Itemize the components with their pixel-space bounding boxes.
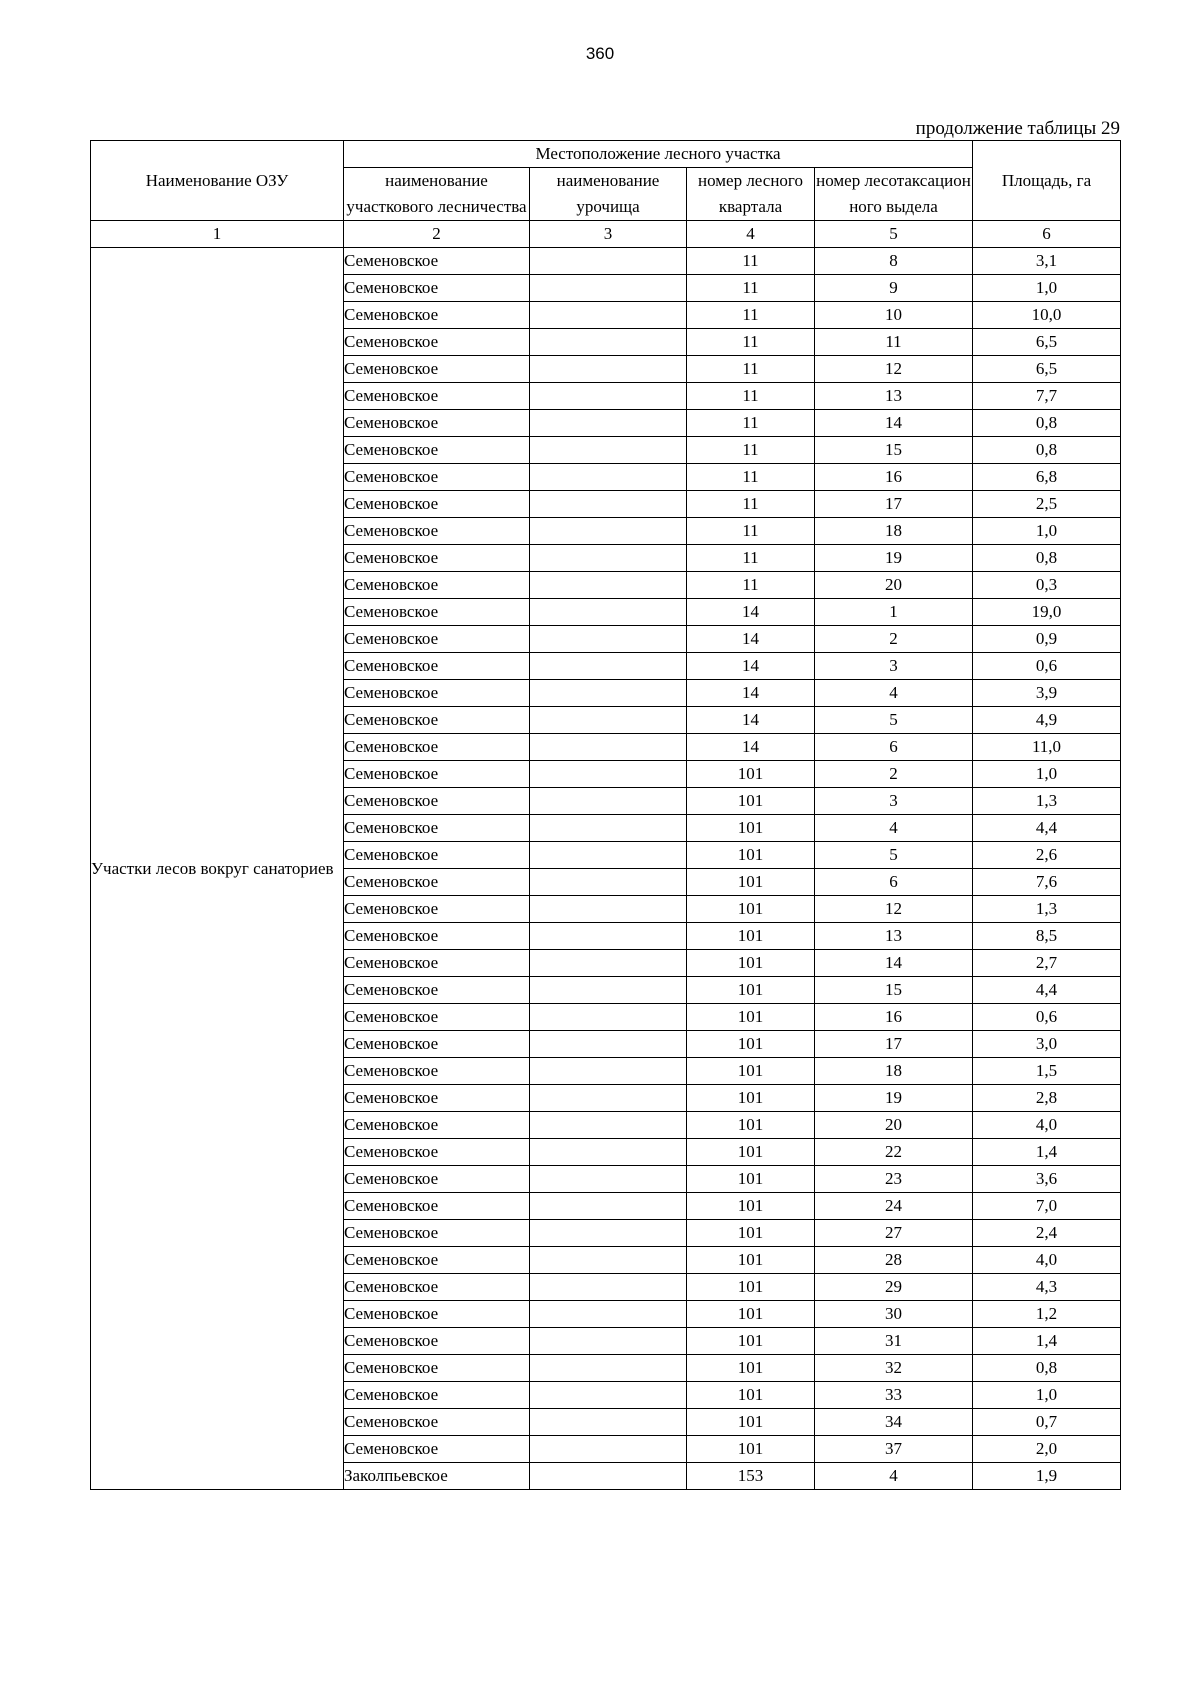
- quarter-cell: 153: [687, 1463, 815, 1490]
- area-cell: 2,8: [973, 1085, 1121, 1112]
- area-cell: 0,6: [973, 653, 1121, 680]
- area-cell: 2,6: [973, 842, 1121, 869]
- area-cell: 0,8: [973, 545, 1121, 572]
- quarter-cell: 11: [687, 248, 815, 275]
- quarter-cell: 11: [687, 545, 815, 572]
- plot-cell: 4: [815, 815, 973, 842]
- quarter-cell: 11: [687, 302, 815, 329]
- plot-cell: 27: [815, 1220, 973, 1247]
- tract-cell: [530, 923, 687, 950]
- area-cell: 3,6: [973, 1166, 1121, 1193]
- forestry-cell: Семеновское: [344, 869, 530, 896]
- tract-cell: [530, 1301, 687, 1328]
- tract-cell: [530, 1355, 687, 1382]
- forestry-cell: Семеновское: [344, 1085, 530, 1112]
- plot-cell: 9: [815, 275, 973, 302]
- plot-cell: 19: [815, 1085, 973, 1112]
- area-cell: 1,0: [973, 761, 1121, 788]
- forestry-cell: Семеновское: [344, 842, 530, 869]
- tract-cell: [530, 869, 687, 896]
- quarter-cell: 101: [687, 1409, 815, 1436]
- tract-cell: [530, 329, 687, 356]
- quarter-cell: 14: [687, 653, 815, 680]
- page-number: 360: [585, 44, 615, 63]
- tract-cell: [530, 680, 687, 707]
- forestry-cell: Семеновское: [344, 545, 530, 572]
- quarter-cell: 101: [687, 869, 815, 896]
- tract-cell: [530, 1004, 687, 1031]
- plot-cell: 2: [815, 626, 973, 653]
- area-cell: 0,8: [973, 1355, 1121, 1382]
- column-number: 1: [91, 221, 344, 248]
- column-number-row: [91, 221, 1121, 248]
- plot-cell: 24: [815, 1193, 973, 1220]
- area-cell: 6,5: [973, 356, 1121, 383]
- plot-cell: 11: [815, 329, 973, 356]
- forestry-cell: Семеновское: [344, 977, 530, 1004]
- quarter-cell: 11: [687, 356, 815, 383]
- quarter-cell: 11: [687, 275, 815, 302]
- plot-cell: 4: [815, 680, 973, 707]
- area-cell: 4,0: [973, 1247, 1121, 1274]
- forestry-cell: Семеновское: [344, 1382, 530, 1409]
- quarter-cell: 11: [687, 437, 815, 464]
- forestry-cell: Заколпьевское: [344, 1463, 530, 1490]
- quarter-cell: 101: [687, 1274, 815, 1301]
- area-cell: 1,2: [973, 1301, 1121, 1328]
- forestry-cell: Семеновское: [344, 1247, 530, 1274]
- forestry-cell: Семеновское: [344, 1220, 530, 1247]
- plot-cell: 6: [815, 734, 973, 761]
- quarter-cell: 11: [687, 491, 815, 518]
- plot-cell: 15: [815, 977, 973, 1004]
- column-number: 3: [530, 221, 687, 248]
- tract-cell: [530, 842, 687, 869]
- tract-cell: [530, 1247, 687, 1274]
- tract-cell: [530, 1409, 687, 1436]
- area-cell: 1,0: [973, 275, 1121, 302]
- header-quarter: номер лесного квартала: [687, 168, 815, 221]
- table-body: [91, 248, 1121, 1490]
- tract-cell: [530, 653, 687, 680]
- area-cell: 3,9: [973, 680, 1121, 707]
- plot-cell: 22: [815, 1139, 973, 1166]
- forestry-cell: Семеновское: [344, 275, 530, 302]
- forestry-cell: Семеновское: [344, 626, 530, 653]
- tract-cell: [530, 1382, 687, 1409]
- area-cell: 3,0: [973, 1031, 1121, 1058]
- forestry-cell: Семеновское: [344, 1355, 530, 1382]
- forestry-cell: Семеновское: [344, 1166, 530, 1193]
- quarter-cell: 101: [687, 1193, 815, 1220]
- forest-plots-table: [90, 140, 1121, 1490]
- plot-cell: 18: [815, 518, 973, 545]
- area-cell: 0,9: [973, 626, 1121, 653]
- tract-cell: [530, 707, 687, 734]
- forestry-cell: Семеновское: [344, 1193, 530, 1220]
- quarter-cell: 14: [687, 599, 815, 626]
- tract-cell: [530, 1085, 687, 1112]
- plot-cell: 3: [815, 653, 973, 680]
- plot-cell: 23: [815, 1166, 973, 1193]
- tract-cell: [530, 1031, 687, 1058]
- quarter-cell: 101: [687, 1382, 815, 1409]
- quarter-cell: 14: [687, 680, 815, 707]
- tract-cell: [530, 410, 687, 437]
- area-cell: 4,9: [973, 707, 1121, 734]
- header-ozu-name: Наименование ОЗУ: [91, 141, 344, 221]
- quarter-cell: 101: [687, 1247, 815, 1274]
- quarter-cell: 101: [687, 1112, 815, 1139]
- plot-cell: 32: [815, 1355, 973, 1382]
- tract-cell: [530, 383, 687, 410]
- forestry-cell: Семеновское: [344, 410, 530, 437]
- area-cell: 1,0: [973, 1382, 1121, 1409]
- plot-cell: 5: [815, 707, 973, 734]
- column-number: 2: [344, 221, 530, 248]
- area-cell: 4,3: [973, 1274, 1121, 1301]
- plot-cell: 1: [815, 599, 973, 626]
- forestry-cell: Семеновское: [344, 599, 530, 626]
- quarter-cell: 101: [687, 1166, 815, 1193]
- area-cell: 6,5: [973, 329, 1121, 356]
- forestry-cell: Семеновское: [344, 896, 530, 923]
- area-cell: 0,8: [973, 437, 1121, 464]
- area-cell: 0,3: [973, 572, 1121, 599]
- header-area: Площадь, га: [973, 141, 1121, 221]
- plot-cell: 34: [815, 1409, 973, 1436]
- quarter-cell: 14: [687, 734, 815, 761]
- area-cell: 2,5: [973, 491, 1121, 518]
- tract-cell: [530, 1058, 687, 1085]
- plot-cell: 14: [815, 410, 973, 437]
- quarter-cell: 101: [687, 1220, 815, 1247]
- forestry-cell: Семеновское: [344, 1031, 530, 1058]
- area-cell: 4,4: [973, 977, 1121, 1004]
- tract-cell: [530, 896, 687, 923]
- plot-cell: 20: [815, 1112, 973, 1139]
- area-cell: 7,6: [973, 869, 1121, 896]
- tract-cell: [530, 1328, 687, 1355]
- table-row: [91, 248, 1121, 275]
- plot-cell: 20: [815, 572, 973, 599]
- tract-cell: [530, 275, 687, 302]
- plot-cell: 14: [815, 950, 973, 977]
- forestry-cell: Семеновское: [344, 1058, 530, 1085]
- tract-cell: [530, 302, 687, 329]
- tract-cell: [530, 1220, 687, 1247]
- tract-cell: [530, 788, 687, 815]
- plot-cell: 12: [815, 356, 973, 383]
- plot-cell: 37: [815, 1436, 973, 1463]
- tract-cell: [530, 761, 687, 788]
- tract-cell: [530, 626, 687, 653]
- area-cell: 4,4: [973, 815, 1121, 842]
- quarter-cell: 11: [687, 464, 815, 491]
- table-continuation-label: продолжение таблицы 29: [915, 118, 1120, 139]
- area-cell: 1,9: [973, 1463, 1121, 1490]
- forestry-cell: Семеновское: [344, 518, 530, 545]
- tract-cell: [530, 599, 687, 626]
- area-cell: 19,0: [973, 599, 1121, 626]
- area-cell: 1,5: [973, 1058, 1121, 1085]
- header-location: Местоположение лесного участка: [344, 141, 973, 168]
- column-number: 4: [687, 221, 815, 248]
- plot-cell: 29: [815, 1274, 973, 1301]
- plot-cell: 12: [815, 896, 973, 923]
- area-cell: 2,7: [973, 950, 1121, 977]
- forestry-cell: Семеновское: [344, 653, 530, 680]
- quarter-cell: 101: [687, 977, 815, 1004]
- tract-cell: [530, 572, 687, 599]
- tract-cell: [530, 977, 687, 1004]
- tract-cell: [530, 734, 687, 761]
- forestry-cell: Семеновское: [344, 761, 530, 788]
- header-plot: номер лесотаксацион ного выдела: [815, 168, 973, 221]
- header-forestry: наименование участкового лесничества: [344, 168, 530, 221]
- forestry-cell: Семеновское: [344, 1139, 530, 1166]
- area-cell: 1,0: [973, 518, 1121, 545]
- area-cell: 11,0: [973, 734, 1121, 761]
- area-cell: 1,3: [973, 896, 1121, 923]
- header-tract: наименование урочища: [530, 168, 687, 221]
- forestry-cell: Семеновское: [344, 734, 530, 761]
- area-cell: 8,5: [973, 923, 1121, 950]
- area-cell: 1,4: [973, 1328, 1121, 1355]
- plot-cell: 18: [815, 1058, 973, 1085]
- quarter-cell: 101: [687, 1085, 815, 1112]
- forestry-cell: Семеновское: [344, 329, 530, 356]
- tract-cell: [530, 1436, 687, 1463]
- quarter-cell: 101: [687, 1058, 815, 1085]
- forestry-cell: Семеновское: [344, 491, 530, 518]
- plot-cell: 13: [815, 383, 973, 410]
- forestry-cell: Семеновское: [344, 815, 530, 842]
- plot-cell: 16: [815, 1004, 973, 1031]
- tract-cell: [530, 545, 687, 572]
- forestry-cell: Семеновское: [344, 1301, 530, 1328]
- quarter-cell: 101: [687, 761, 815, 788]
- forestry-cell: Семеновское: [344, 437, 530, 464]
- plot-cell: 16: [815, 464, 973, 491]
- ozu-name-cell: Участки лесов вокруг санаториев: [91, 248, 344, 1490]
- area-cell: 3,1: [973, 248, 1121, 275]
- plot-cell: 10: [815, 302, 973, 329]
- area-cell: 0,8: [973, 410, 1121, 437]
- forestry-cell: Семеновское: [344, 1328, 530, 1355]
- quarter-cell: 11: [687, 518, 815, 545]
- tract-cell: [530, 950, 687, 977]
- area-cell: 1,3: [973, 788, 1121, 815]
- quarter-cell: 101: [687, 815, 815, 842]
- forestry-cell: Семеновское: [344, 1112, 530, 1139]
- area-cell: 10,0: [973, 302, 1121, 329]
- tract-cell: [530, 437, 687, 464]
- plot-cell: 28: [815, 1247, 973, 1274]
- forestry-cell: Семеновское: [344, 1004, 530, 1031]
- quarter-cell: 101: [687, 896, 815, 923]
- area-cell: 6,8: [973, 464, 1121, 491]
- forestry-cell: Семеновское: [344, 302, 530, 329]
- quarter-cell: 101: [687, 950, 815, 977]
- tract-cell: [530, 248, 687, 275]
- forestry-cell: Семеновское: [344, 464, 530, 491]
- plot-cell: 13: [815, 923, 973, 950]
- tract-cell: [530, 1463, 687, 1490]
- quarter-cell: 101: [687, 1139, 815, 1166]
- area-cell: 1,4: [973, 1139, 1121, 1166]
- area-cell: 2,4: [973, 1220, 1121, 1247]
- plot-cell: 33: [815, 1382, 973, 1409]
- plot-cell: 6: [815, 869, 973, 896]
- forestry-cell: Семеновское: [344, 248, 530, 275]
- area-cell: 7,0: [973, 1193, 1121, 1220]
- forestry-cell: Семеновское: [344, 356, 530, 383]
- tract-cell: [530, 356, 687, 383]
- plot-cell: 17: [815, 491, 973, 518]
- quarter-cell: 11: [687, 572, 815, 599]
- plot-cell: 15: [815, 437, 973, 464]
- tract-cell: [530, 1193, 687, 1220]
- area-cell: 7,7: [973, 383, 1121, 410]
- quarter-cell: 101: [687, 1031, 815, 1058]
- forestry-cell: Семеновское: [344, 1436, 530, 1463]
- forestry-cell: Семеновское: [344, 950, 530, 977]
- tract-cell: [530, 815, 687, 842]
- forestry-cell: Семеновское: [344, 923, 530, 950]
- forestry-cell: Семеновское: [344, 788, 530, 815]
- tract-cell: [530, 491, 687, 518]
- quarter-cell: 101: [687, 788, 815, 815]
- plot-cell: 3: [815, 788, 973, 815]
- forestry-cell: Семеновское: [344, 680, 530, 707]
- quarter-cell: 14: [687, 707, 815, 734]
- quarter-cell: 14: [687, 626, 815, 653]
- plot-cell: 31: [815, 1328, 973, 1355]
- area-cell: 0,6: [973, 1004, 1121, 1031]
- quarter-cell: 101: [687, 1436, 815, 1463]
- tract-cell: [530, 1166, 687, 1193]
- plot-cell: 8: [815, 248, 973, 275]
- quarter-cell: 101: [687, 923, 815, 950]
- forestry-cell: Семеновское: [344, 1274, 530, 1301]
- plot-cell: 2: [815, 761, 973, 788]
- quarter-cell: 11: [687, 329, 815, 356]
- plot-cell: 17: [815, 1031, 973, 1058]
- quarter-cell: 101: [687, 842, 815, 869]
- tract-cell: [530, 464, 687, 491]
- quarter-cell: 11: [687, 410, 815, 437]
- plot-cell: 4: [815, 1463, 973, 1490]
- quarter-cell: 11: [687, 383, 815, 410]
- plot-cell: 5: [815, 842, 973, 869]
- plot-cell: 30: [815, 1301, 973, 1328]
- tract-cell: [530, 1139, 687, 1166]
- column-number: 6: [973, 221, 1121, 248]
- area-cell: 4,0: [973, 1112, 1121, 1139]
- column-number: 5: [815, 221, 973, 248]
- forestry-cell: Семеновское: [344, 1409, 530, 1436]
- header-row-1: [91, 141, 1121, 168]
- quarter-cell: 101: [687, 1301, 815, 1328]
- forestry-cell: Семеновское: [344, 707, 530, 734]
- quarter-cell: 101: [687, 1355, 815, 1382]
- tract-cell: [530, 518, 687, 545]
- forestry-cell: Семеновское: [344, 572, 530, 599]
- area-cell: 2,0: [973, 1436, 1121, 1463]
- area-cell: 0,7: [973, 1409, 1121, 1436]
- tract-cell: [530, 1274, 687, 1301]
- plot-cell: 19: [815, 545, 973, 572]
- forestry-cell: Семеновское: [344, 383, 530, 410]
- tract-cell: [530, 1112, 687, 1139]
- quarter-cell: 101: [687, 1004, 815, 1031]
- quarter-cell: 101: [687, 1328, 815, 1355]
